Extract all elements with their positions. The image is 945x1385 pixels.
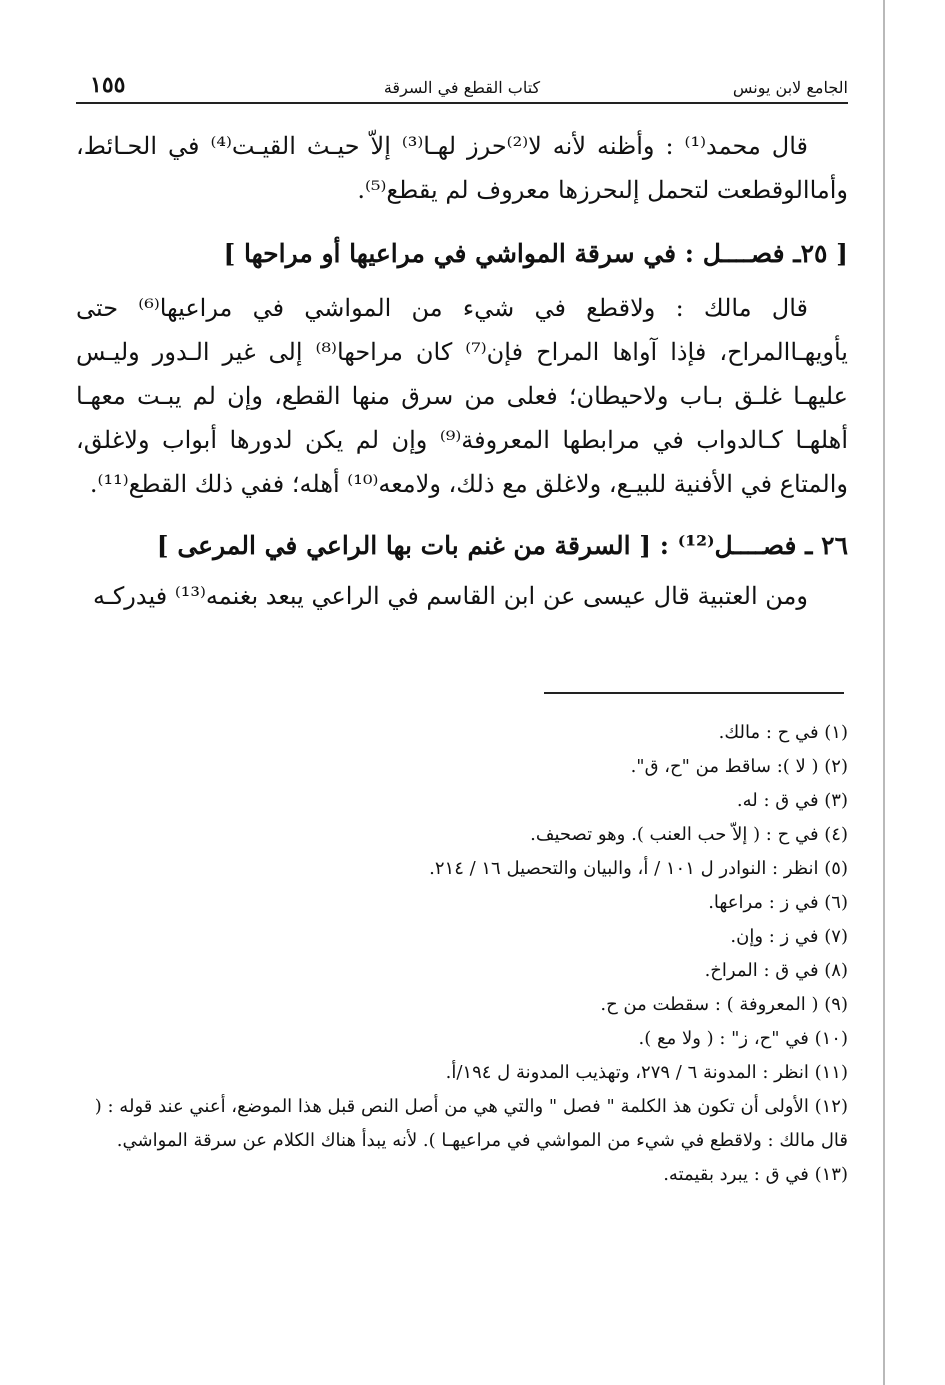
footnote-10: (١٠) في "ح، ز" : ( ولا مع ). xyxy=(638,1028,848,1049)
section-heading-25: [ ٢٥ـ فصــــل : في سرقة المواشي في مراعيها أو مراحها ] xyxy=(223,239,848,268)
footnote-12: (١٢) الأولى أن تكون هذ الكلمة " فصل " والتي هي من أصل النص قبل هذا الموضع، أعني عند قوله : ( قال مالك : ولاقطع في شيء من المواشي في مراعيهـا ). لأنه يبدأ هناك الكلام عن سرقة المواشي. xyxy=(94,1096,848,1151)
section-heading-26: ٢٦ ـ فصــــل⁽¹²⁾ : [ السرقة من غنم بات بها الراعي في المرعى ] xyxy=(156,531,848,560)
footnote-5: (٥) انظر : النوادر ل ١٠١ / أ، والبيان والتحصيل ١٦ / ٢١٤. xyxy=(429,858,848,879)
footnote-1: (١) في ح : مالك. xyxy=(718,722,848,743)
book-page xyxy=(76,72,848,1192)
section-text-25: قال مالك : ولاقطع في شيء من المواشي في مراعيها⁽⁶⁾ حتى يأويهـاالمراح، فإذا آواها المراح فإن⁽⁷⁾ كان مراحها⁽⁸⁾ إلى غير الـدور وليـس عليهـا غلـق بـاب ولاحيطان؛ فعلى من سرق منها القطع، وإن لم يبـت معهـا أهلهـا كـالدواب في مرابطها المعروفة⁽⁹⁾ وإن لم يكن لدورها أبواب ولاغلق، والمتاع في الأفنية للبيـع، ولاغلق مع ذلك، ولامعه⁽¹⁰⁾ أهله؛ ففي ذلك القطع⁽¹¹⁾. xyxy=(76,294,848,498)
section-text-26: ومن العتبية قال عيسى عن ابن القاسم في الراعي يبعد بغنمه⁽¹³⁾ فيدركـه xyxy=(92,582,808,610)
page-number: ١٥٥ xyxy=(90,72,126,98)
footnote-11: (١١) انظر : المدونة ٦ / ٢٧٩، وتهذيب المدونة ل ١٩٤/أ. xyxy=(445,1062,848,1083)
footnote-separator xyxy=(544,692,844,694)
page-edge xyxy=(883,0,885,1385)
footnote-8: (٨) في ق : المراخ. xyxy=(704,960,848,981)
header-book-title: الجامع لابن يونس xyxy=(732,78,848,97)
footnote-3: (٣) في ق : له. xyxy=(736,790,848,811)
footnote-2: (٢) ( لا ): ساقط من "ح، ق". xyxy=(630,756,848,777)
footnote-13: (١٣) في ق : يبرد بقيمته. xyxy=(663,1164,848,1185)
footnote-7: (٧) في ز : وإن. xyxy=(730,926,848,947)
footnote-9: (٩) ( المعروفة ) : سقطت من ح. xyxy=(600,994,848,1015)
footnotes xyxy=(76,716,848,1192)
footnote-4: (٤) في ح : ( إلاّ حب العنب ). وهو تصحيف. xyxy=(530,824,848,845)
header-chapter-title: كتاب القطع في السرقة xyxy=(383,78,541,97)
paragraph-intro: قال محمد⁽¹⁾ : وأظنه لأنه لا⁽²⁾حرز لهـا⁽³⁾ إلاّ حيـث القيـت⁽⁴⁾ في الحـائط، وأماالوقطعت لتحمل إلىحرزها معروف لم يقطع⁽⁵⁾. xyxy=(76,132,848,204)
running-header xyxy=(76,72,848,104)
footnote-6: (٦) في ز : مراعها. xyxy=(708,892,848,913)
